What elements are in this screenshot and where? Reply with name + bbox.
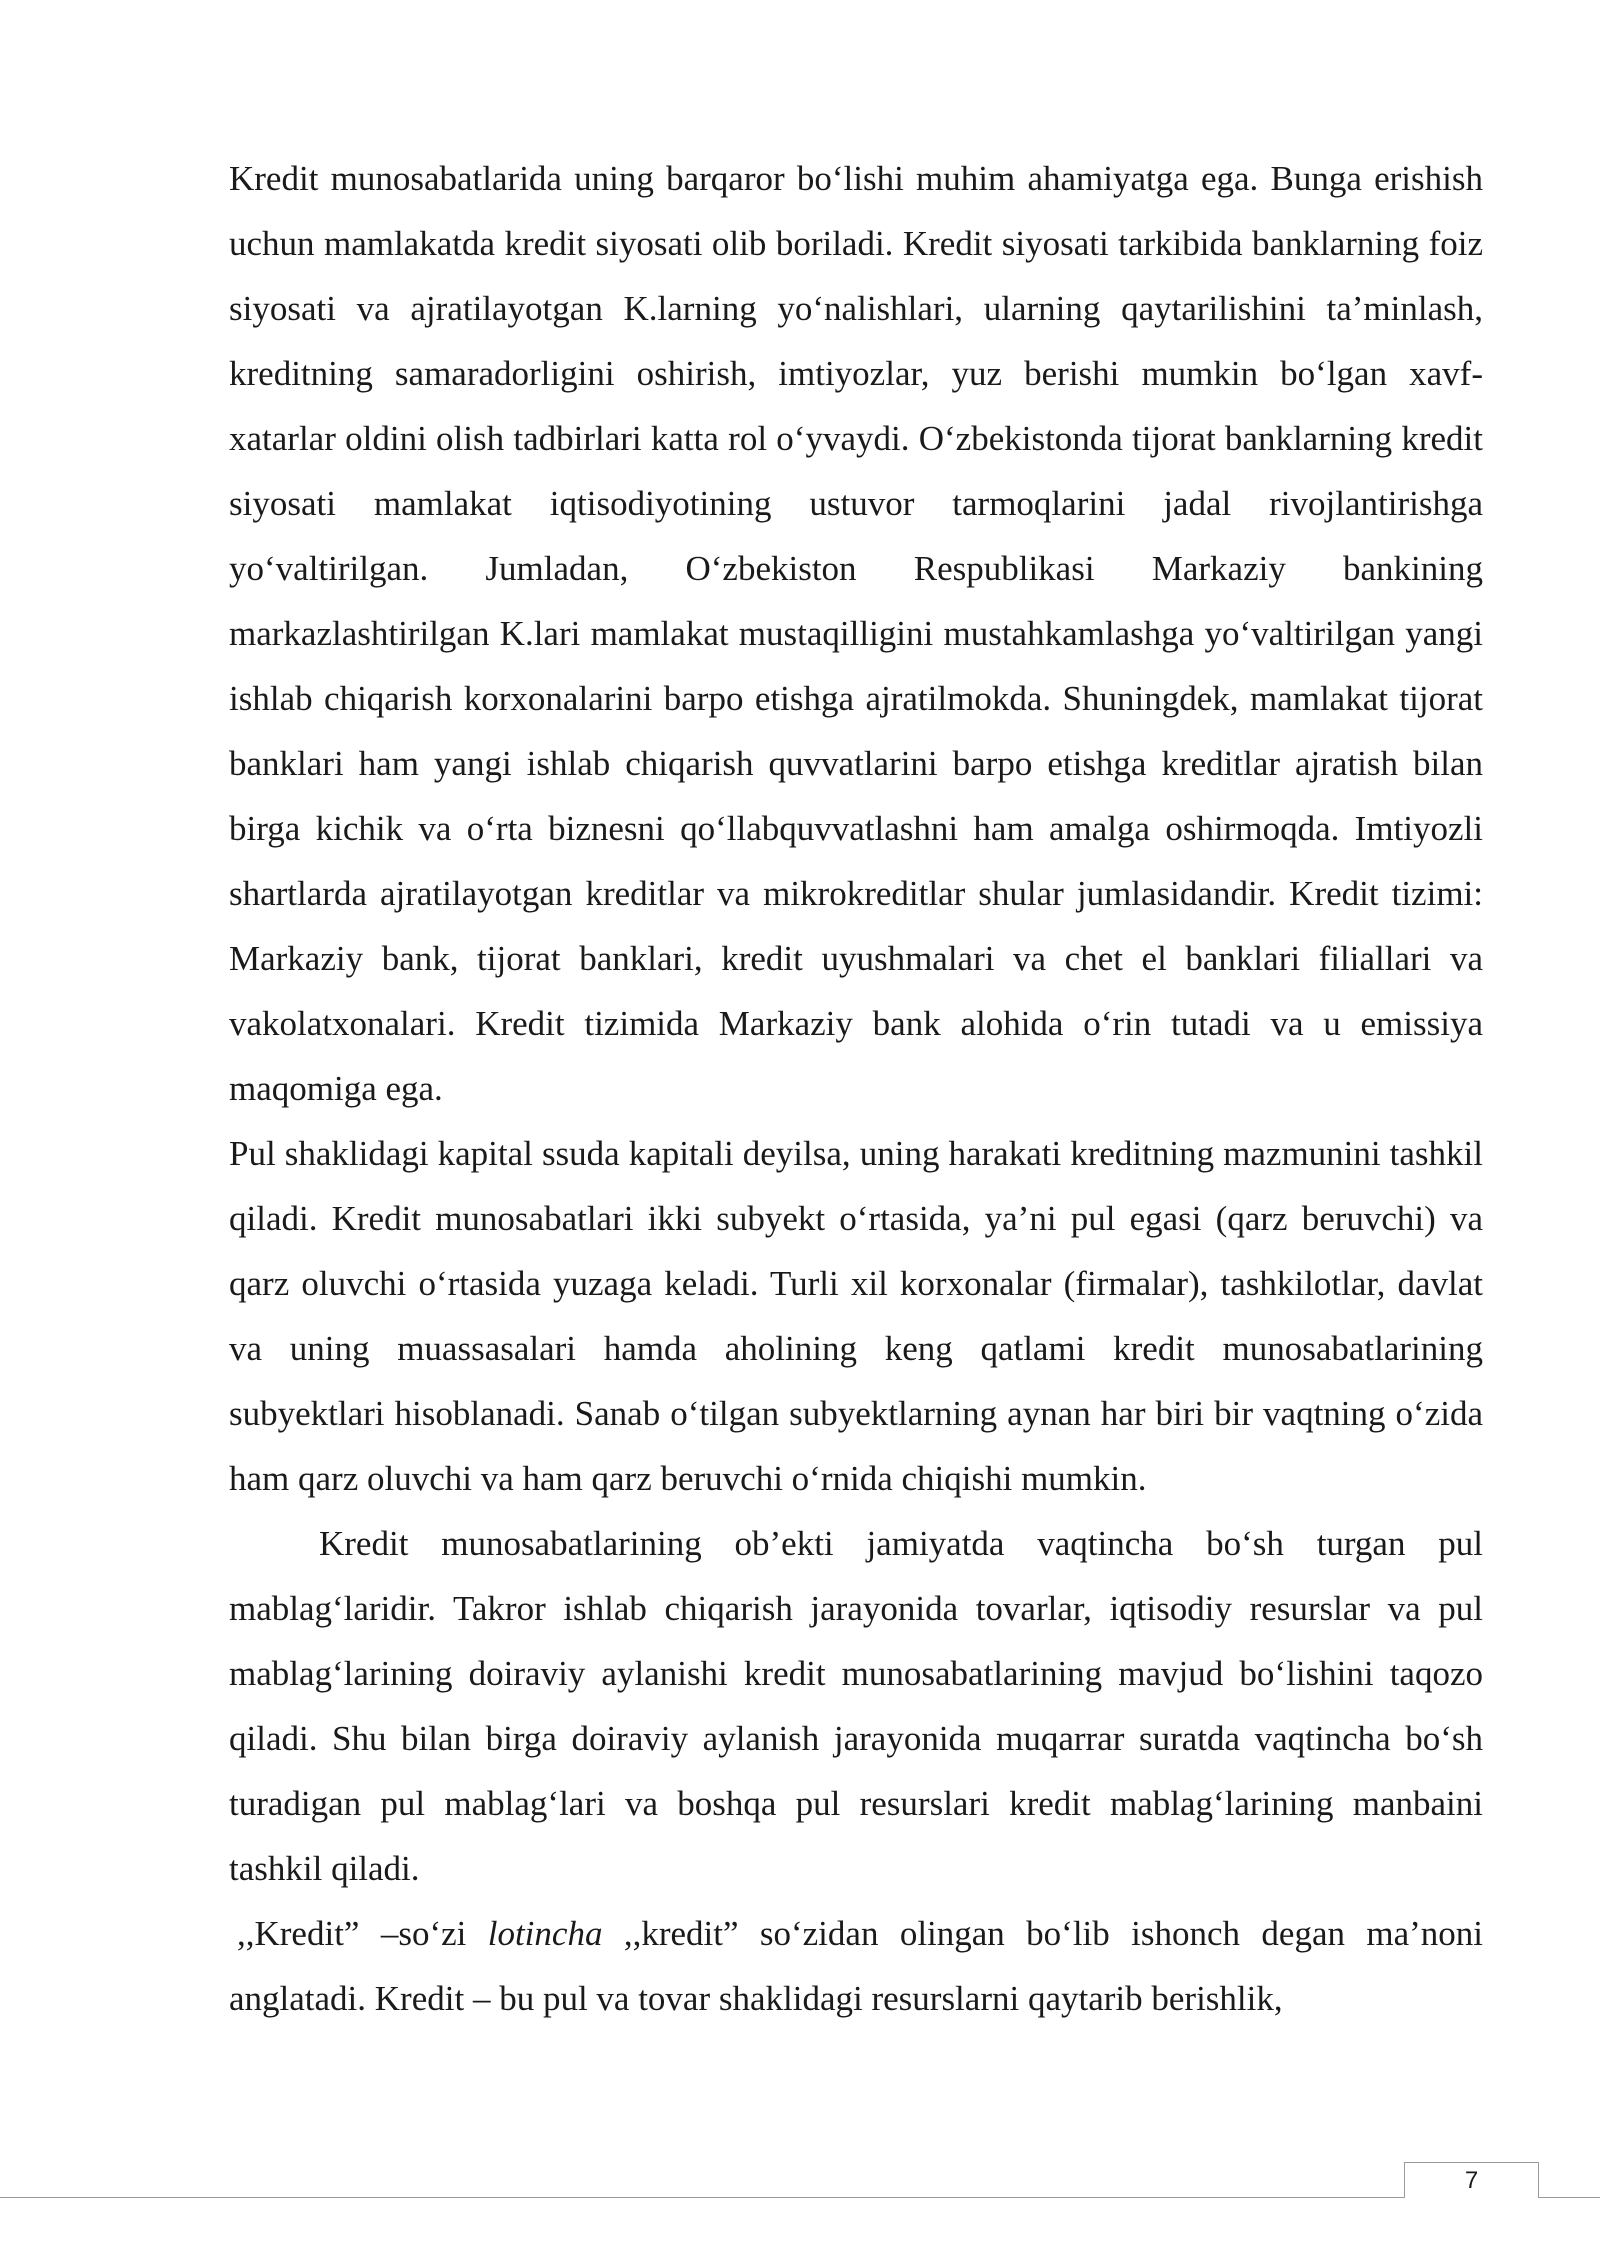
- definition-text-end: ,,kredit” so‘zidan olingan bo‘lib ishonch degan ma’noni anglatadi. Kredit – bu pul va tovar shaklidagi resurslarni qaytarib berishlik,: [229, 1914, 1483, 2018]
- body-text: [229, 146, 1483, 2031]
- paragraph-credit-policy: Kredit munosabatlarida uning barqaror bo‘lishi muhim ahamiyatga ega. Bunga erishish uchun mamlakatda kredit siyosati olib boriladi. Kredit siyosati tarkibida banklarning foiz siyosati va ajratilayotgan K.larning yo‘nalishlari, ularning qaytarilishini ta’minlash, kreditning samaradorligini oshirish, imtiyozlar, yuz berishi mumkin bo‘lgan xavf-xatarlar oldini olish tadbirlari katta rol o‘yvaydi. O‘zbekistonda tijorat banklarning kredit siyosati mamlakat iqtisodiyotining ustuvor tarmoqlarini jadal rivojlantirishga yo‘valtirilgan. Jumladan, O‘zbekiston Respublikasi Markaziy bankining markazlashtirilgan K.lari mamlakat mustaqilligini mustahkamlashga yo‘valtirilgan yangi ishlab chiqarish korxonalarini barpo etishga ajratilmokda. Shuningdek, mamlakat tijorat banklari ham yangi ishlab chiqarish quvvatlarini barpo etishga kreditlar ajratish bilan birga kichik va o‘rta biznesni qo‘llabquvvatlashni ham amalga oshirmoqda. Imtiyozli shartlarda ajratilayotgan kreditlar va mikrokreditlar shular jumlasidandir. Kredit tizimi: Markaziy bank, tijorat banklari, kredit uyushmalari va chet el banklari filiallari va vakolatxonalari. Kredit tizimida Markaziy bank alohida o‘rin tutadi va u emissiya maqomiga ega.: [229, 159, 1483, 1108]
- definition-text-start: ,,Kredit” –so‘zi: [237, 1914, 488, 1953]
- paragraph-credit-object: Kredit munosabatlarining ob’ekti jamiyatda vaqtincha bo‘sh turgan pul mablag‘laridir. Takror ishlab chiqarish jarayonida tovarlar, iqtisodiy resurslar va pul mablag‘larining doiraviy aylanishi kredit munosabatlarining mavjud bo‘lishini taqozo qiladi. Shu bilan birga doiraviy aylanish jarayonida muqarrar suratda vaqtincha bo‘sh turadigan pul mablag‘lari va boshqa pul resurslari kredit mablag‘larining manbaini tashkil qiladi.: [229, 1524, 1483, 1888]
- footer-divider: [0, 2197, 1600, 2198]
- definition-italic-word: lotincha: [487, 1914, 603, 1953]
- page-number-box: [1404, 2162, 1539, 2198]
- paragraph-loan-capital: Pul shaklidagi kapital ssuda kapitali deyilsa, uning harakati kreditning mazmunini tashkil qiladi. Kredit munosabatlari ikki subyekt o‘rtasida, ya’ni pul egasi (qarz beruvchi) va qarz oluvchi o‘rtasida yuzaga keladi. Turli xil korxonalar (firmalar), tashkilotlar, davlat va uning muassasalari hamda aholining keng qatlami kredit munosabatlarining subyektlari hisoblanadi. Sanab o‘tilgan subyektlarning aynan har biri bir vaqtning o‘zida ham qarz oluvchi va ham qarz beruvchi o‘rnida chiqishi mumkin.: [229, 1134, 1483, 1498]
- page-number: 7: [1464, 2167, 1479, 2194]
- paragraph-credit-definition: [229, 1901, 1483, 2031]
